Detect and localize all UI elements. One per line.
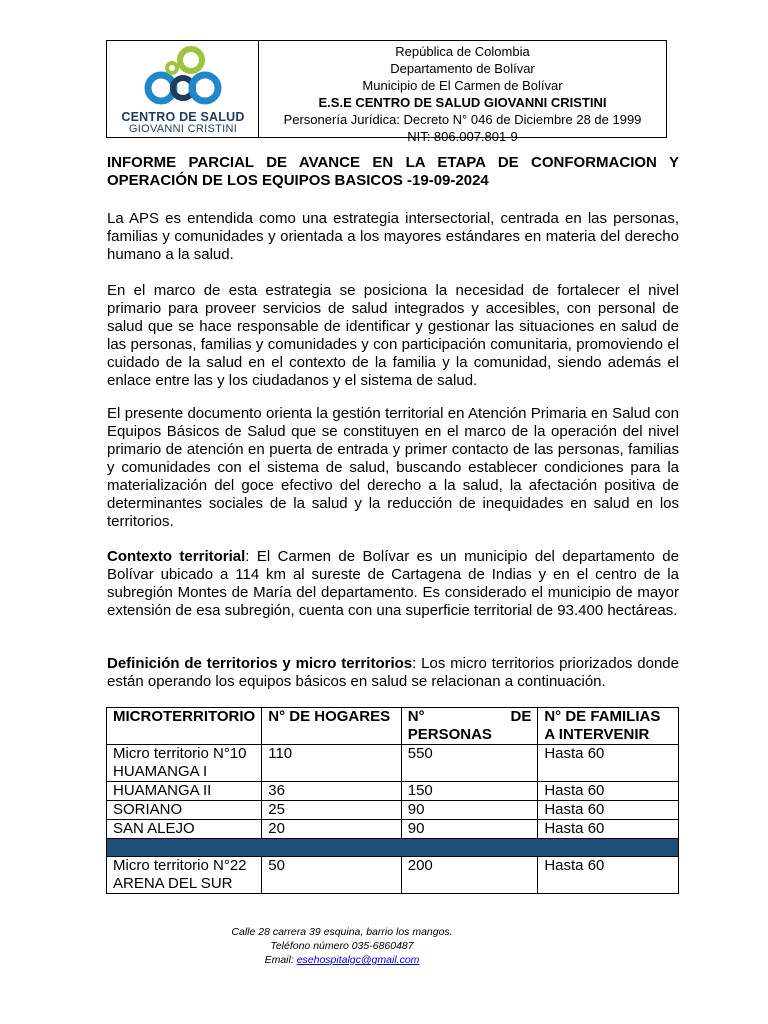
- separator-cell: [107, 839, 679, 857]
- cell-families: Hasta 60: [538, 801, 679, 820]
- footer-email-label: Email:: [264, 954, 297, 966]
- logo-subtitle: GIOVANNI CRISTINI: [128, 123, 238, 135]
- logo: [107, 41, 259, 137]
- municipality-line: Municipio de El Carmen de Bolívar: [362, 78, 563, 93]
- header-microterritory: MICROTERRITORIO: [107, 708, 262, 745]
- cell-households: 25: [262, 801, 402, 820]
- cell-families: Hasta 60: [538, 745, 679, 782]
- cell-households: 110: [262, 745, 402, 782]
- header-families: N° DE FAMILIAS A INTERVENIR: [538, 708, 679, 745]
- letterhead: [106, 40, 667, 144]
- cell-persons: 150: [401, 782, 538, 801]
- cell-households: 36: [262, 782, 402, 801]
- cell-persons: 90: [401, 820, 538, 839]
- paragraph-territorial-context: [107, 548, 679, 620]
- footer-email-line: [106, 953, 578, 967]
- nit-line: NIT: 806.007.801-9: [407, 129, 518, 144]
- letterhead-info: [259, 41, 666, 144]
- paragraph-strategy: En el marco de esta estrategia se posiciona la necesidad de fortalecer el nivel primario para proveer servicios de salud integrados y accesibles, con personal de salud que se hace responsable de identificar y gestionar las situaciones en salud de las personas, familias y comunidades y con participación comunitaria, promoviendo el cuidado de la salud en el contexto de la familia y la comunidad, siendo además el enlace entre las y los ciudadanos y el sistema de salud.: [107, 282, 679, 389]
- logo-rings-icon: [139, 44, 227, 110]
- table-header-row: [107, 708, 679, 745]
- header-persons: N° DE PERSONAS: [401, 708, 538, 745]
- paragraph-territories-definition: [107, 655, 679, 691]
- cell-families: Hasta 60: [538, 820, 679, 839]
- cell-households: 20: [262, 820, 402, 839]
- cell-microterritory: Micro territorio N°10 HUAMANGA I: [107, 745, 262, 782]
- table-row: [107, 745, 679, 782]
- cell-families: Hasta 60: [538, 782, 679, 801]
- cell-microterritory: SORIANO: [107, 801, 262, 820]
- cell-microterritory: Micro territorio N°22 ARENA DEL SUR: [107, 857, 262, 894]
- footer-phone: Teléfono número 035-6860487: [270, 940, 414, 952]
- cell-persons: 90: [401, 801, 538, 820]
- footer-email-link[interactable]: esehospitalgc@gmail.com: [296, 954, 420, 966]
- department-line: Departamento de Bolívar: [390, 61, 535, 76]
- header-households: N° DE HOGARES: [262, 708, 402, 745]
- context-text: : El Carmen de Bolívar es un municipio del departamento de Bolívar ubicado a 114 km al sureste de Cartagena de Indias y en el centro de la subregión Montes de María del departamento. Es considerado el municipio de mayor extensión de esa subregión, cuenta con una superficie territorial de 93.400 hectáreas.: [107, 548, 679, 619]
- legal-decree-line: Personería Jurídica: Decreto N° 046 de Diciembre 28 de 1999: [283, 112, 642, 127]
- definition-label: Definición de territorios y micro territorios: [107, 655, 413, 672]
- table-row: [107, 857, 679, 894]
- document-title: INFORME PARCIAL DE AVANCE EN LA ETAPA DE CONFORMACION Y OPERACIÓN DE LOS EQUIPOS BASICOS -19-09-2024: [107, 154, 679, 189]
- institution-name: E.S.E CENTRO DE SALUD GIOVANNI CRISTINI: [318, 95, 607, 110]
- microterritories-table: [106, 707, 679, 894]
- definition-text: : Los micro territorios priorizados donde están operando los equipos básicos en salud se relacionan a continuación.: [107, 655, 679, 690]
- cell-persons: 550: [401, 745, 538, 782]
- cell-families: Hasta 60: [538, 857, 679, 894]
- country-line: República de Colombia: [395, 44, 530, 59]
- paragraph-territorial-management: El presente documento orienta la gestión territorial en Atención Primaria en Salud con Equipos Básicos de Salud que se constituyen en el marco de la operación del nivel primario de atención en puerta de entrada y primer contacto de las personas, familias y comunidades con el sistema de salud, buscando establecer condiciones para la materialización del goce efectivo del derecho a la salud, la afectación positiva de determinantes sociales de la salud y la reducción de inequidades en salud en los territorios.: [107, 405, 679, 530]
- footer-address: Calle 28 carrera 39 esquina, barrio los mangos.: [231, 926, 453, 938]
- cell-microterritory: SAN ALEJO: [107, 820, 262, 839]
- paragraph-aps: La APS es entendida como una estrategia intersectorial, centrada en las personas, familias y comunidades y orientada a los mayores estándares en materia del derecho humano a la salud.: [107, 210, 679, 263]
- table-separator-row: [107, 839, 679, 857]
- cell-microterritory: HUAMANGA II: [107, 782, 262, 801]
- page-footer: [106, 925, 578, 967]
- logo-title: CENTRO DE SALUD: [121, 110, 245, 124]
- table-row: [107, 820, 679, 839]
- cell-persons: 200: [401, 857, 538, 894]
- table-row: [107, 782, 679, 801]
- cell-households: 50: [262, 857, 402, 894]
- context-label: Contexto territorial: [107, 548, 246, 565]
- table-row: [107, 801, 679, 820]
